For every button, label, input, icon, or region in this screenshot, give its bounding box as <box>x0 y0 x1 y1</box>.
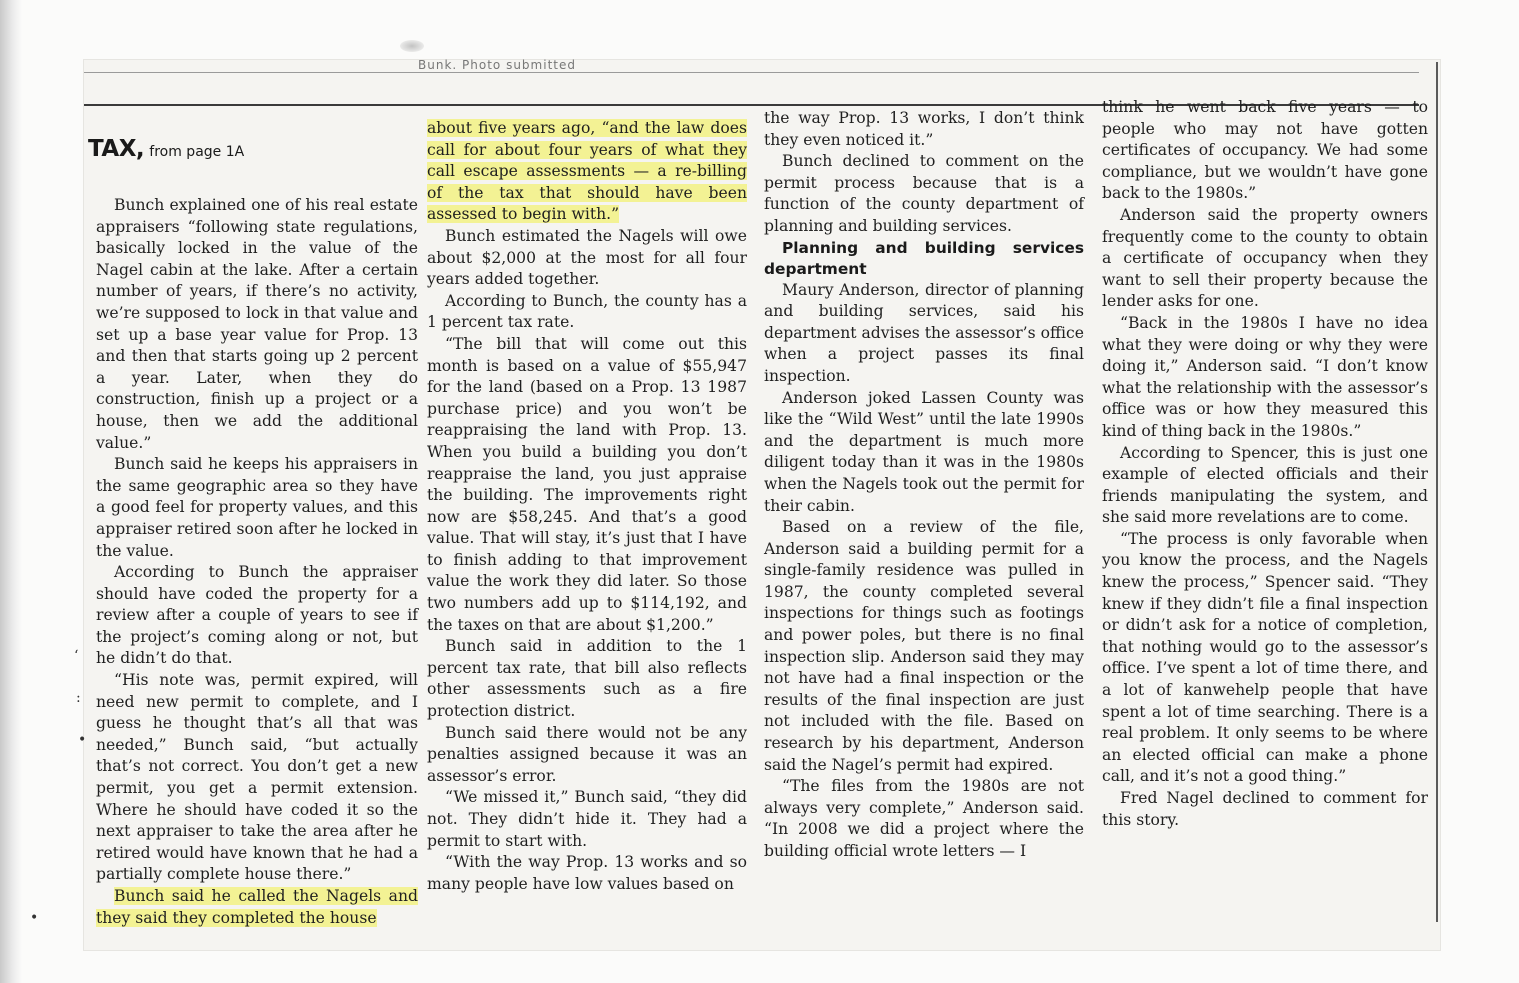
article-column-1 <box>96 195 418 929</box>
article-column-4 <box>1102 97 1428 831</box>
clipping-right-edge <box>1436 62 1438 922</box>
scan-edge-shadow <box>0 0 22 983</box>
paragraph: “With the way Prop. 13 works and so many people have low values based on <box>427 853 747 893</box>
paragraph: “The bill that will come out this month is based on a value of $55,947 for the land (based on a Prop. 13 1987 purchase price) and you won’t be reappraising the land with Prop. 13. When you build a building you don’t reappraise the land, you just appraise the building. The improvements right now are $58,245. And that’s a good value. That will stay, it’s just that I have to finish adding to that improvement value the work they did later. So those two numbers add up to $114,192, and the taxes on that are about $1,200.” <box>427 334 747 634</box>
jump-head-from: from page 1A <box>149 144 245 160</box>
continued-paragraph: the way Prop. 13 works, I don’t think they even noticed it.” <box>764 109 1084 149</box>
article-column-3 <box>764 108 1084 863</box>
paragraph: Bunch said in addition to the 1 percent tax rate, that bill also reflects other assessments such as a fire protection district. <box>427 637 747 721</box>
highlighted-paragraph <box>96 886 418 929</box>
paragraph: “The files from the 1980s are not always very complete,” Anderson said. “In 2008 we did a project where the building official wrote letters — I <box>764 777 1084 860</box>
continued-paragraph <box>427 118 747 226</box>
paragraph: According to Spencer, this is just one example of elected officials and their friends manipulating the system, and she said more revelations are to come. <box>1102 443 1428 527</box>
paragraph: Maury Anderson, director of planning and building services, said his department advises the assessor’s office when a project passes its final inspection. <box>764 280 1084 385</box>
paragraph: According to Bunch, the county has a 1 percent tax rate. <box>427 291 747 332</box>
top-thin-rule <box>84 72 1419 73</box>
paragraph: According to Bunch the appraiser should have coded the property for a review after a couple of years to see if the project’s coming along or not, but he didn’t do that. <box>96 563 418 668</box>
margin-mark: • <box>78 732 87 748</box>
continued-paragraph: think he went back five years — to people who may not have gotten certificates of occupancy. We had some compliance, but we wouldn’t have gone back to the 1980s.” <box>1102 98 1428 203</box>
article-column-2 <box>427 118 747 895</box>
paragraph: Bunch said he keeps his appraisers in the same geographic area so they have a good feel for property values, and this appraiser retired soon after he locked in the value. <box>96 455 418 560</box>
paragraph: Bunch estimated the Nagels will owe about $2,000 at the most for all four years added together. <box>427 226 747 289</box>
margin-mark: • <box>30 910 39 926</box>
paragraph: Anderson joked Lassen County was like the “Wild West” until the late 1990s and the department is much more diligent today than it was in the 1980s when the Nagels took out the permit for their cabin. <box>764 388 1084 515</box>
jump-head <box>88 136 244 162</box>
paragraph: “We missed it,” Bunch said, “they did not. They didn’t hide it. They had a permit to start with. <box>427 788 747 850</box>
ink-smudge <box>400 40 424 52</box>
margin-mark: : <box>76 690 81 706</box>
paragraph: “Back in the 1980s I have no idea what they were doing or why they were doing it,” Anderson said. “I don’t know what the relationship with the assessor’s office was or how they measured this kind of thing back in the 1980s.” <box>1102 313 1428 440</box>
margin-mark: ‘ <box>74 648 79 664</box>
paragraph: “The process is only favorable when you know the process, and the Nagels knew the process,” Spencer said. “They knew if they didn’t file a final inspection or didn’t ask for a notice of completion, that nothing would go to the assessor’s office. I’ve spent a lot of time there, and a lot of kanwehelp people that have spent a lot of time searching. There is a real problem. It only seems to be where an elected official can make a phone call, and it’s not a good thing.” <box>1102 529 1428 786</box>
section-subhead: Planning and building services department <box>764 238 1084 278</box>
jump-head-title: TAX, <box>88 136 145 162</box>
paragraph: Anderson said the property owners frequently come to the county to obtain a certificate of occupancy when they want to sell their property because the lender asks for one. <box>1102 205 1428 311</box>
highlighted-text: Bunch said he called the Nagels and they said they completed the house <box>96 887 418 927</box>
photo-credit: Bunk. Photo submitted <box>418 58 576 72</box>
paragraph: Bunch declined to comment on the permit process because that is a function of the county department of planning and building services. <box>764 152 1084 235</box>
paragraph: Fred Nagel declined to comment for this story. <box>1102 789 1428 829</box>
highlighted-text: about five years ago, “and the law does call for about four years of what they call escape assessments — a re-billing of the tax that should have been assessed to begin with.” <box>427 119 747 224</box>
paragraph: Based on a review of the file, Anderson said a building permit for a single-family residence was pulled in 1987, the county completed several inspections for things such as footings and power poles, but there is no final inspection slip. Anderson said they may not have had a final inspection or the results of the final inspection are just not included with the file. Based on research by his department, Anderson said the Nagel’s permit had expired. <box>764 518 1084 774</box>
paragraph: Bunch explained one of his real estate appraisers “following state regulations, basically locked in the value of the Nagel cabin at the lake. After a certain number of years, if there’s no activity, we’re supposed to lock in that value and set up a base year value for Prop. 13 and then that starts going up 2 percent a year. Later, when they do construction, finish up a project or a house, then we add the additional value.” <box>96 196 418 452</box>
paragraph: “His note was, permit expired, will need new permit to complete, and I guess he thought that’s all that was needed,” Bunch said, “but actually that’s not correct. You don’t get a new permit, you get a permit extension. Where he should have coded it so the next appraiser to take the area after he retired would have known that he had a partially complete house there.” <box>96 671 418 884</box>
paragraph: Bunch said there would not be any penalties assigned because it was an assessor’s error. <box>427 723 747 785</box>
